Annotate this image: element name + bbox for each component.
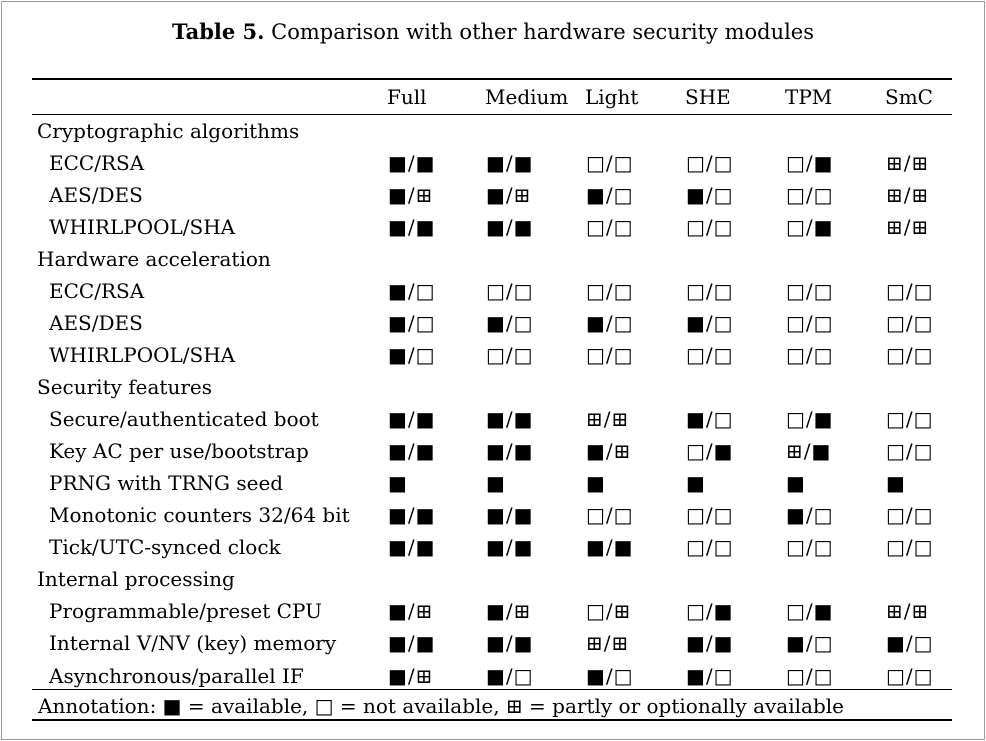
table-cell: ■/■ (388, 503, 436, 527)
row-label: Key AC per use/bootstrap (49, 439, 309, 463)
table-row (32, 467, 952, 499)
row-label: WHIRLPOOL/SHA (49, 215, 236, 239)
table-cell: ■/■ (388, 631, 436, 655)
table-cell: □/□ (486, 279, 534, 303)
row-label: PRNG with TRNG seed (49, 471, 284, 495)
table-annotation: Annotation: ■ = available, □ = not available, ⊞ = partly or optionally available (32, 689, 952, 721)
row-label: Internal V/NV (key) memory (49, 631, 337, 655)
section-row (32, 563, 952, 595)
table-cell: ■/■ (486, 407, 534, 431)
table-row (32, 339, 952, 371)
header-row (32, 79, 952, 115)
table-cell: □/□ (686, 343, 734, 367)
table-cell: ■/■ (388, 407, 436, 431)
table-cell: ■/■ (486, 535, 534, 559)
table-cell: ■/□ (586, 183, 634, 207)
table-cell: ■/⊞ (388, 663, 434, 688)
table-cell: ■/⊞ (486, 599, 532, 623)
table-cell: ■ (786, 471, 806, 495)
table-cell: ■/□ (686, 663, 734, 688)
section-title: Cryptographic algorithms (37, 119, 300, 143)
table-cell: ■ (388, 471, 408, 495)
table-cell: ■/⊞ (388, 599, 434, 623)
table-cell: □/■ (786, 599, 834, 623)
section-row (32, 115, 952, 148)
section-title: Hardware acceleration (37, 247, 271, 271)
table-cell: □/□ (886, 311, 934, 335)
table-cell: ■/□ (586, 311, 634, 335)
table-row (32, 435, 952, 467)
table-cell: □/■ (786, 215, 834, 239)
table-cell: □/□ (886, 407, 934, 431)
table-cell: □/□ (586, 503, 634, 527)
row-label: AES/DES (49, 183, 143, 207)
caption-label: Table 5. (171, 19, 265, 44)
section-row (32, 371, 952, 403)
table-row (32, 211, 952, 243)
table-cell: ■ (486, 471, 506, 495)
table-row (32, 307, 952, 339)
row-label: Secure/authenticated boot (49, 407, 319, 431)
table-cell: □/■ (686, 599, 734, 623)
table-cell: □/□ (886, 503, 934, 527)
table-cell: ■/■ (388, 439, 436, 463)
table-cell: ■/□ (886, 631, 934, 655)
table-cell: □/⊞ (586, 599, 632, 623)
table-cell: ■/□ (388, 311, 436, 335)
table-cell: □/□ (786, 535, 834, 559)
table-row (32, 403, 952, 435)
table-cell: ■/■ (486, 215, 534, 239)
table-cell: □/□ (586, 343, 634, 367)
table-cell: ■/⊞ (388, 183, 434, 207)
table-cell: □/□ (686, 215, 734, 239)
column-header: SHE (683, 79, 783, 115)
table-cell: □/□ (886, 535, 934, 559)
table-cell: □/□ (786, 311, 834, 335)
table-cell: □/□ (886, 279, 934, 303)
column-header: Medium (483, 79, 583, 115)
row-label: Programmable/preset CPU (49, 599, 322, 623)
comparison-table-wrapper (32, 78, 952, 692)
table-cell: ■/□ (388, 279, 436, 303)
section-title: Security features (37, 375, 213, 399)
table-cell: □/□ (686, 151, 734, 175)
table-cell: ■/□ (686, 407, 734, 431)
table-cell: ■/□ (388, 343, 436, 367)
table-row (32, 499, 952, 531)
table-cell: ■ (886, 471, 906, 495)
table-cell: ⊞/⊞ (886, 183, 930, 207)
table-cell: ■/□ (686, 311, 734, 335)
table-cell: ⊞/⊞ (886, 599, 930, 623)
table-cell: □/■ (786, 407, 834, 431)
row-label: ECC/RSA (49, 279, 145, 303)
table-cell: ■/⊞ (586, 439, 632, 463)
table-cell: □/□ (686, 535, 734, 559)
table-cell: ■/□ (586, 663, 634, 688)
column-header: SmC (883, 79, 952, 115)
table-row (32, 531, 952, 563)
table-cell: ■/■ (486, 439, 534, 463)
table-cell: □/□ (786, 343, 834, 367)
table-cell: ■/□ (786, 631, 834, 655)
table-cell: ⊞/⊞ (586, 631, 630, 655)
table-cell: ■/■ (388, 215, 436, 239)
table-caption (2, 19, 984, 45)
row-label: Asynchronous/parallel IF (49, 663, 304, 688)
table-cell: ■/□ (786, 503, 834, 527)
row-label: WHIRLPOOL/SHA (49, 343, 236, 367)
table-row (32, 275, 952, 307)
table-cell: □/□ (786, 183, 834, 207)
table-row (32, 147, 952, 179)
table-cell: ■/□ (486, 663, 534, 688)
table-cell: □/□ (486, 343, 534, 367)
table-cell: ■ (586, 471, 606, 495)
row-label: Monotonic counters 32/64 bit (49, 503, 350, 527)
table-cell: □/□ (786, 279, 834, 303)
table-row (32, 179, 952, 211)
table-cell: ■ (686, 471, 706, 495)
table-cell: ■/⊞ (486, 183, 532, 207)
table-cell: ⊞/■ (786, 439, 832, 463)
table-cell: ⊞/⊞ (586, 407, 630, 431)
table-cell: ⊞/⊞ (886, 151, 930, 175)
document-page (1, 1, 985, 740)
header-corner (32, 79, 385, 115)
table-cell: ⊞/⊞ (886, 215, 930, 239)
table-row (32, 595, 952, 627)
table-header (32, 79, 952, 115)
table-cell: □/□ (786, 663, 834, 688)
table-cell: ■/□ (486, 311, 534, 335)
row-label: AES/DES (49, 311, 143, 335)
comparison-table (32, 78, 952, 692)
table-cell: ■/■ (586, 535, 634, 559)
table-cell: ■/■ (686, 631, 734, 655)
section-row (32, 243, 952, 275)
table-cell: □/□ (586, 215, 634, 239)
table-cell: ■/■ (486, 151, 534, 175)
table-cell: □/■ (686, 439, 734, 463)
table-cell: □/□ (886, 439, 934, 463)
table-row (32, 627, 952, 659)
column-header: Light (583, 79, 683, 115)
table-cell: ■/■ (388, 151, 436, 175)
table-cell: ■/□ (686, 183, 734, 207)
table-cell: □/□ (686, 503, 734, 527)
table-cell: □/□ (586, 151, 634, 175)
table-cell: □/■ (786, 151, 834, 175)
caption-text: Comparison with other hardware security modules (271, 20, 815, 44)
section-title: Internal processing (37, 567, 235, 591)
table-cell: ■/■ (486, 631, 534, 655)
table-row (32, 659, 952, 692)
row-label: Tick/UTC-synced clock (49, 535, 281, 559)
table-cell: ■/■ (486, 503, 534, 527)
table-cell: ■/■ (388, 535, 436, 559)
column-header: Full (385, 79, 483, 115)
table-body (32, 115, 952, 693)
row-label: ECC/RSA (49, 151, 145, 175)
table-cell: □/□ (586, 279, 634, 303)
column-header: TPM (783, 79, 883, 115)
table-cell: □/□ (886, 343, 934, 367)
table-cell: □/□ (886, 663, 934, 688)
table-cell: □/□ (686, 279, 734, 303)
